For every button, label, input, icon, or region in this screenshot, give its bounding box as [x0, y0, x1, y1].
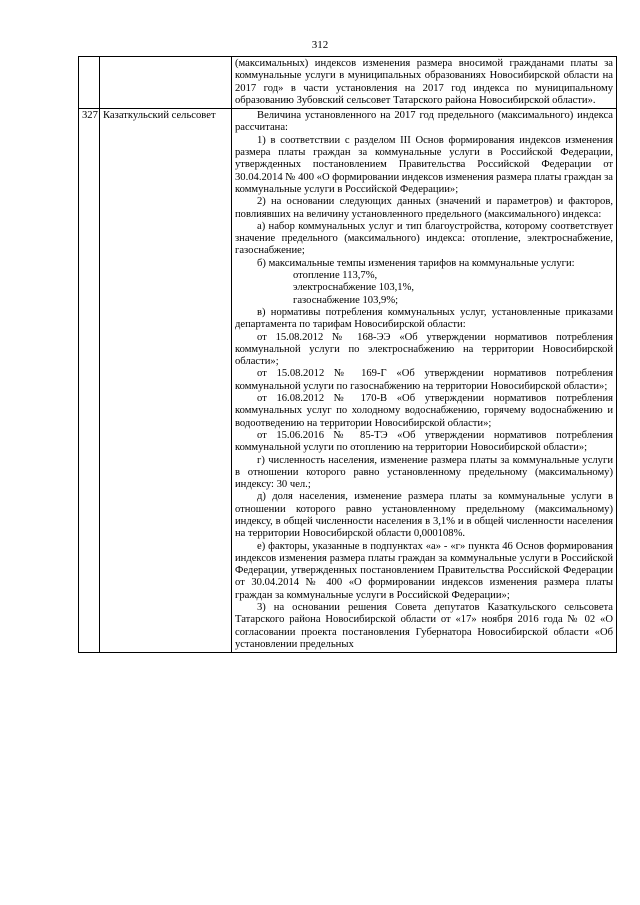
- paragraph: отопление 113,7%,: [293, 270, 378, 282]
- paragraph: 2) на основании следующих данных (значений и параметров) и факторов, повлиявших на величину установленного предельного (максимального) индекса:: [235, 196, 613, 220]
- paragraph: б) максимальные темпы изменения тарифов на коммунальные услуги:: [257, 257, 575, 269]
- description-cell: [232, 57, 617, 109]
- paragraph: а) набор коммунальных услуг и тип благоустройства, которому соответствует значение предельного (максимального) индекса: отопление, электроснабжение, газоснабжение;: [235, 220, 613, 257]
- description-cell: [232, 109, 617, 653]
- row-number-cell: [79, 57, 100, 109]
- paragraph: в) нормативы потребления коммунальных услуг, установленные приказами департамента по тарифам Новосибирской области:: [235, 306, 613, 331]
- row-number-cell: 327: [79, 109, 100, 653]
- paragraph: е) факторы, указанные в подпунктах «а» - «г» пункта 46 Основ формирования индексов изменения размера платы граждан за коммунальные услуги в Российской Федерации, утвержденных постановлением Правительства Российской Федерации от 30.04.2014 № 400 «О формировании индексов изменения размера платы граждан за коммунальные услуги в Российской Федерации»;: [235, 540, 613, 601]
- paragraph: от 16.08.2012 № 170-В «Об утверждении нормативов потребления коммунальных услуг по холодному водоснабжению, горячему водоснабжению и водоотведению на территории Новосибирской области»;: [235, 393, 613, 429]
- page-number: 312: [311, 39, 329, 51]
- municipality-name-cell: Казаткульский сельсовет: [100, 109, 232, 653]
- paragraph: (максимальных) индексов изменения размера вносимой гражданами платы за коммунальные услуги в муниципальных образованиях Новосибирской области на 2017 год» в части установления на 2017 год индекса по муниципальному образованию Зубовский сельсовет Татарского района Новосибирской области».: [235, 58, 613, 106]
- municipality-name-cell: [100, 57, 232, 109]
- document-table: [78, 56, 617, 653]
- paragraph: электроснабжение 103,1%,: [293, 282, 415, 294]
- table-row: [79, 57, 617, 109]
- paragraph: Величина установленного на 2017 год предельного (максимального) индекса рассчитана:: [235, 110, 613, 134]
- paragraph: от 15.06.2016 № 85-ТЭ «Об утверждении нормативов потребления коммунальной услуги по отоплению на территории Новосибирской области»;: [235, 429, 613, 454]
- paragraph: 3) на основании решения Совета депутатов Казаткульского сельсовета Татарского района Новосибирской области от «17» ноября 2016 года № 02 «О согласовании проекта постановления Губернатора Новосибирской области «Об установлении предельных: [235, 602, 613, 650]
- paragraph: газоснабжение 103,9%;: [293, 294, 399, 306]
- paragraph: от 15.08.2012 № 168-ЭЭ «Об утверждении нормативов потребления коммунальной услуги по электроснабжению на территории Новосибирской области»;: [235, 331, 613, 368]
- paragraph: 1) в соответствии с разделом III Основ формирования индексов изменения размера платы граждан за коммунальные услуги в Российской Федерации, утвержденных постановлением Правительства Российской Федерации от 30.04.2014 № 400 «О формировании индексов изменения размера платы граждан за коммунальные услуги в Российской Федерации»;: [235, 134, 613, 195]
- paragraph: от 15.08.2012 № 169-Г «Об утверждении нормативов потребления коммунальной услуги по газоснабжению на территории Новосибирской области»;: [235, 368, 613, 392]
- paragraph: г) численность населения, изменение размера платы за коммунальные услуги в отношении которого равно установленному предельному (максимальному) индексу: 30 чел.;: [235, 454, 613, 491]
- paragraph: д) доля населения, изменение размера платы за коммунальные услуги в отношении которого равно установленному предельному (максимальному) индексу, в общей численности населения в 3,1% и в общей численности населения на территории Новосибирской области 0,000108%.: [235, 491, 613, 540]
- table-row: [79, 109, 617, 653]
